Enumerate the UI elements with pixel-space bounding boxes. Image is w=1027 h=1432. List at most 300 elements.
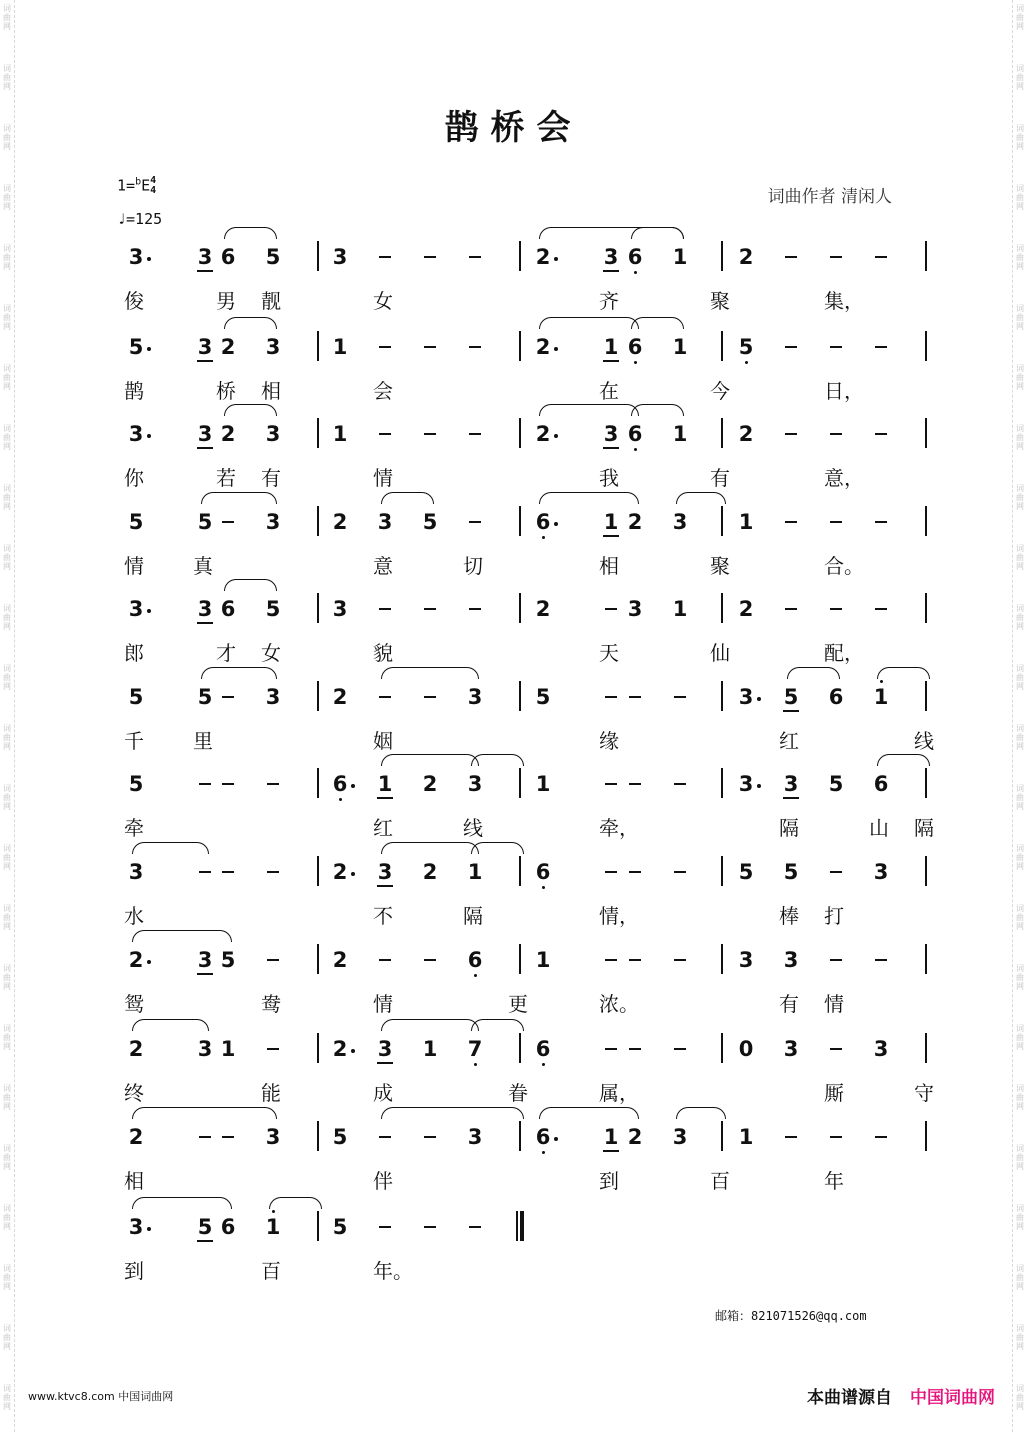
dash <box>424 1226 436 1228</box>
lyric: 会 <box>373 379 393 403</box>
slur <box>877 667 930 679</box>
note: 3 <box>197 245 213 269</box>
barline <box>721 856 723 886</box>
note: 6 <box>627 245 643 269</box>
lyric: 女 <box>261 641 281 665</box>
note: 5 <box>220 948 236 972</box>
dash <box>379 959 391 961</box>
lyric: 有 <box>779 992 799 1016</box>
barline <box>721 593 723 623</box>
underline <box>197 622 213 624</box>
lyric: 配， <box>824 641 864 665</box>
note: 5 <box>128 772 144 796</box>
lyric: 属， <box>599 1081 639 1105</box>
note: 0 <box>738 1037 754 1061</box>
slur <box>224 404 277 416</box>
lyric: 到 <box>124 1259 144 1283</box>
barline <box>925 1033 927 1063</box>
augmentation-dot <box>147 347 151 351</box>
low-octave-dot <box>339 798 342 801</box>
dash <box>469 433 481 435</box>
lyric: 隔 <box>779 816 799 840</box>
note: 3 <box>873 1037 889 1061</box>
dash <box>222 871 234 873</box>
note: 1 <box>738 510 754 534</box>
lyric: 百 <box>710 1169 730 1193</box>
barline <box>317 1033 319 1063</box>
note: 3 <box>783 1037 799 1061</box>
time-numerator: 4 <box>150 175 157 186</box>
barline <box>519 944 521 974</box>
barline <box>519 681 521 711</box>
slur <box>676 492 726 504</box>
lyric: 能 <box>261 1081 281 1105</box>
barline <box>519 241 521 271</box>
lyric: 你 <box>124 466 144 490</box>
note: 3 <box>467 1125 483 1149</box>
note: 5 <box>738 335 754 359</box>
note: 1 <box>220 1037 236 1061</box>
lyric: 日， <box>824 379 864 403</box>
barline <box>317 241 319 271</box>
tempo-marking <box>117 210 162 228</box>
note: 5 <box>783 685 799 709</box>
high-octave-dot <box>272 1210 275 1213</box>
note: 3 <box>265 335 281 359</box>
lyric: 男 <box>216 289 236 313</box>
barline <box>317 768 319 798</box>
dash <box>267 1048 279 1050</box>
lyric: 缘 <box>599 729 619 753</box>
note: 2 <box>627 1125 643 1149</box>
slur <box>224 227 277 239</box>
dash <box>469 1226 481 1228</box>
augmentation-dot <box>757 697 761 701</box>
lyric: 线 <box>914 729 934 753</box>
barline <box>721 681 723 711</box>
watermark-text: 词曲网 <box>1016 4 1024 31</box>
key-signature <box>117 176 156 196</box>
lyric: 终 <box>124 1081 144 1105</box>
underline <box>603 447 619 449</box>
note: 2 <box>422 772 438 796</box>
dash <box>222 696 234 698</box>
underline <box>197 973 213 975</box>
note: 3 <box>738 948 754 972</box>
watermark-text: 词曲网 <box>3 124 11 151</box>
dash <box>469 256 481 258</box>
watermark-text: 词曲网 <box>1016 904 1024 931</box>
lyric: 鸯 <box>261 992 281 1016</box>
barline <box>317 1211 319 1241</box>
dash <box>785 433 797 435</box>
dash <box>379 608 391 610</box>
note: 3 <box>738 772 754 796</box>
note: 2 <box>738 597 754 621</box>
dash <box>629 696 641 698</box>
dash <box>424 433 436 435</box>
barline <box>925 506 927 536</box>
dash <box>785 1136 797 1138</box>
dash <box>830 959 842 961</box>
watermark-text: 词曲网 <box>1016 1384 1024 1411</box>
dash <box>605 1048 617 1050</box>
dash <box>605 959 617 961</box>
lyric: 浓。 <box>599 992 639 1016</box>
watermark-text: 词曲网 <box>1016 364 1024 391</box>
barline <box>721 331 723 361</box>
watermark-text: 词曲网 <box>1016 1264 1024 1291</box>
dash <box>469 521 481 523</box>
author-credit: 词曲作者 清闲人 <box>767 187 892 207</box>
dash <box>830 608 842 610</box>
dash <box>605 696 617 698</box>
barline <box>721 1033 723 1063</box>
note: 2 <box>535 597 551 621</box>
barline <box>721 944 723 974</box>
note: 3 <box>128 1215 144 1239</box>
dash <box>629 783 641 785</box>
augmentation-dot <box>351 872 355 876</box>
watermark-text: 词曲网 <box>3 544 11 571</box>
watermark-text: 词曲网 <box>1016 124 1024 151</box>
barline <box>721 768 723 798</box>
watermark-text: 词曲网 <box>3 1204 11 1231</box>
dash <box>222 521 234 523</box>
underline <box>197 447 213 449</box>
barline <box>519 768 521 798</box>
dash <box>875 1136 887 1138</box>
note: 2 <box>332 860 348 884</box>
note: 3 <box>197 597 213 621</box>
slur <box>269 1197 322 1209</box>
underline <box>603 360 619 362</box>
note: 2 <box>332 685 348 709</box>
lyric: 今 <box>710 379 730 403</box>
watermark-text: 词曲网 <box>1016 1024 1024 1051</box>
note: 2 <box>332 510 348 534</box>
lyric: 才 <box>216 641 236 665</box>
barline <box>925 856 927 886</box>
lyric: 隔 <box>463 904 483 928</box>
dash <box>379 1136 391 1138</box>
watermark-text: 词曲网 <box>3 484 11 511</box>
note: 1 <box>332 335 348 359</box>
barline <box>925 241 927 271</box>
watermark-text: 词曲网 <box>1016 724 1024 751</box>
watermark-text: 词曲网 <box>1016 604 1024 631</box>
dash <box>830 871 842 873</box>
dash <box>379 346 391 348</box>
note: 3 <box>672 1125 688 1149</box>
lyric: 牵 <box>124 816 144 840</box>
note: 2 <box>128 1037 144 1061</box>
note: 3 <box>332 245 348 269</box>
dash <box>674 959 686 961</box>
dash <box>379 256 391 258</box>
note: 3 <box>783 948 799 972</box>
lyric: 情， <box>599 904 639 928</box>
note: 3 <box>783 772 799 796</box>
watermark-text: 词曲网 <box>3 724 11 751</box>
lyric: 红 <box>373 816 393 840</box>
left-watermark-strip <box>0 0 15 1432</box>
underline <box>603 1150 619 1152</box>
slur <box>381 492 434 504</box>
final-barline-thick <box>520 1211 524 1241</box>
low-octave-dot <box>634 361 637 364</box>
lyric: 成 <box>373 1081 393 1105</box>
slur <box>539 492 639 504</box>
augmentation-dot <box>147 609 151 613</box>
low-octave-dot <box>634 448 637 451</box>
watermark-text: 词曲网 <box>3 304 11 331</box>
note: 1 <box>672 245 688 269</box>
underline <box>197 1240 213 1242</box>
note: 1 <box>467 860 483 884</box>
note: 5 <box>828 772 844 796</box>
dash <box>629 959 641 961</box>
brand-link[interactable]: 中国词曲网 <box>910 1388 995 1408</box>
lyric: 相 <box>261 379 281 403</box>
lyric: 集， <box>824 289 864 313</box>
note: 3 <box>377 1037 393 1061</box>
lyric: 伴 <box>373 1169 393 1193</box>
underline <box>783 797 799 799</box>
watermark-text: 词曲网 <box>1016 184 1024 211</box>
barline <box>317 944 319 974</box>
barline <box>519 856 521 886</box>
low-octave-dot <box>745 361 748 364</box>
note: 1 <box>738 1125 754 1149</box>
dash <box>424 346 436 348</box>
note: 3 <box>128 245 144 269</box>
lyric: 俊 <box>124 289 144 313</box>
dash <box>267 783 279 785</box>
dash <box>629 1048 641 1050</box>
key-prefix: 1= <box>117 176 136 195</box>
slur <box>539 1107 639 1119</box>
note: 1 <box>873 685 889 709</box>
note: 3 <box>128 422 144 446</box>
barline <box>317 593 319 623</box>
slur <box>539 317 639 329</box>
note: 2 <box>738 245 754 269</box>
dash <box>875 433 887 435</box>
watermark-text: 词曲网 <box>1016 1204 1024 1231</box>
augmentation-dot <box>554 347 558 351</box>
lyric: 不 <box>373 904 393 928</box>
dash <box>875 521 887 523</box>
note: 1 <box>672 422 688 446</box>
augmentation-dot <box>147 1227 151 1231</box>
note: 1 <box>422 1037 438 1061</box>
watermark-text: 词曲网 <box>1016 1144 1024 1171</box>
dash <box>605 871 617 873</box>
note: 1 <box>672 335 688 359</box>
note: 3 <box>265 1125 281 1149</box>
dash <box>875 608 887 610</box>
note: 2 <box>535 245 551 269</box>
watermark-text: 词曲网 <box>3 64 11 91</box>
dash <box>424 959 436 961</box>
note: 3 <box>873 860 889 884</box>
dash <box>469 608 481 610</box>
lyric: 隔 <box>914 816 934 840</box>
barline <box>925 1121 927 1151</box>
barline <box>925 768 927 798</box>
note: 2 <box>220 422 236 446</box>
watermark-text: 词曲网 <box>3 1024 11 1051</box>
dash <box>605 783 617 785</box>
note: 2 <box>332 1037 348 1061</box>
lyric: 女 <box>373 289 393 313</box>
underline <box>603 535 619 537</box>
watermark-text: 词曲网 <box>3 1384 11 1411</box>
note: 2 <box>128 1125 144 1149</box>
dash <box>199 871 211 873</box>
note: 2 <box>535 422 551 446</box>
lyric: 里 <box>193 729 213 753</box>
lyric: 有 <box>261 466 281 490</box>
dash <box>785 346 797 348</box>
note: 5 <box>128 685 144 709</box>
underline <box>603 270 619 272</box>
dash <box>830 1048 842 1050</box>
barline <box>925 331 927 361</box>
lyric: 守 <box>914 1081 934 1105</box>
augmentation-dot <box>554 522 558 526</box>
watermark-text: 词曲网 <box>3 664 11 691</box>
note: 1 <box>603 510 619 534</box>
time-denominator: 4 <box>150 185 157 196</box>
dash <box>875 959 887 961</box>
note: 3 <box>128 860 144 884</box>
note: 1 <box>672 597 688 621</box>
underline <box>377 797 393 799</box>
lyric: 千 <box>124 729 144 753</box>
lyric: 天 <box>599 641 619 665</box>
lyric: 眷 <box>508 1081 528 1105</box>
lyric: 情 <box>124 554 144 578</box>
barline <box>721 241 723 271</box>
lyric: 相 <box>124 1169 144 1193</box>
dash <box>785 521 797 523</box>
lyric: 意 <box>373 554 393 578</box>
lyric: 棒 <box>779 904 799 928</box>
note: 3 <box>603 422 619 446</box>
note: 6 <box>535 510 551 534</box>
watermark-text: 词曲网 <box>3 424 11 451</box>
dash <box>267 871 279 873</box>
note: 3 <box>197 335 213 359</box>
note: 3 <box>738 685 754 709</box>
lyric: 年。 <box>373 1259 413 1283</box>
augmentation-dot <box>554 434 558 438</box>
email-address[interactable]: 邮箱：821071526@qq.com <box>715 1309 867 1323</box>
dash <box>267 959 279 961</box>
lyric: 意， <box>824 466 864 490</box>
note: 6 <box>220 1215 236 1239</box>
dash <box>875 346 887 348</box>
slur <box>631 404 684 416</box>
slur <box>471 842 524 854</box>
lyric: 桥 <box>216 379 236 403</box>
dash <box>199 1136 211 1138</box>
high-octave-dot <box>880 680 883 683</box>
dash <box>379 433 391 435</box>
slur <box>224 579 277 591</box>
lyric: 若 <box>216 466 236 490</box>
barline <box>925 681 927 711</box>
note: 5 <box>197 1215 213 1239</box>
slur <box>471 754 524 766</box>
lyric: 郎 <box>124 641 144 665</box>
dash <box>785 256 797 258</box>
lyric: 情 <box>373 466 393 490</box>
underline <box>377 885 393 887</box>
augmentation-dot <box>351 784 355 788</box>
note: 1 <box>332 422 348 446</box>
note: 3 <box>197 948 213 972</box>
note: 5 <box>265 597 281 621</box>
quarter-note-icon: ♩ <box>117 210 127 228</box>
barline <box>925 593 927 623</box>
note: 3 <box>197 422 213 446</box>
note: 3 <box>128 597 144 621</box>
dash <box>830 256 842 258</box>
watermark-text: 词曲网 <box>1016 784 1024 811</box>
barline <box>317 418 319 448</box>
slur <box>132 842 209 854</box>
note: 1 <box>535 948 551 972</box>
note: 2 <box>332 948 348 972</box>
dash <box>424 256 436 258</box>
dash <box>424 696 436 698</box>
note: 3 <box>265 422 281 446</box>
note: 3 <box>377 860 393 884</box>
lyric: 有 <box>710 466 730 490</box>
watermark-text: 词曲网 <box>3 1264 11 1291</box>
footer-site[interactable]: www.ktvc8.com 中国词曲网 <box>28 1390 174 1403</box>
low-octave-dot <box>634 271 637 274</box>
note: 6 <box>220 245 236 269</box>
dash <box>674 1048 686 1050</box>
watermark-text: 词曲网 <box>3 1144 11 1171</box>
note: 1 <box>265 1215 281 1239</box>
watermark-text: 词曲网 <box>1016 1084 1024 1111</box>
final-barline <box>516 1211 518 1241</box>
lyric: 聚 <box>710 554 730 578</box>
lyric: 鹊 <box>124 379 144 403</box>
augmentation-dot <box>147 257 151 261</box>
note: 6 <box>467 948 483 972</box>
slur <box>201 492 277 504</box>
barline <box>925 418 927 448</box>
lyric: 年 <box>824 1169 844 1193</box>
lyric: 情 <box>824 992 844 1016</box>
barline <box>317 1121 319 1151</box>
watermark-text: 词曲网 <box>3 604 11 631</box>
slur <box>381 1107 524 1119</box>
watermark-text: 词曲网 <box>3 244 11 271</box>
note: 5 <box>332 1125 348 1149</box>
slur <box>877 754 930 766</box>
lyric: 百 <box>261 1259 281 1283</box>
slur <box>381 842 479 854</box>
note: 5 <box>783 860 799 884</box>
footer-source <box>807 1383 995 1408</box>
